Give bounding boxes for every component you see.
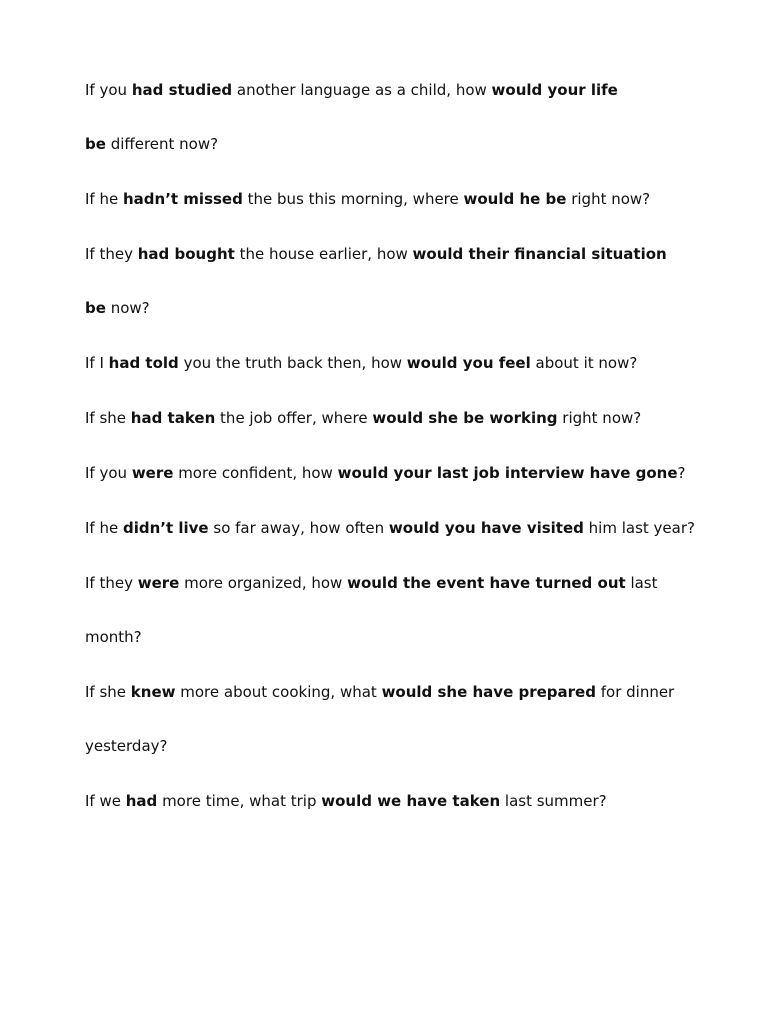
text-run: right now?: [557, 409, 642, 427]
sentence-paragraph: [85, 783, 725, 819]
bold-phrase: hadn’t missed: [122, 190, 243, 208]
bold-phrase: had: [125, 792, 158, 810]
text-run: more time, what trip: [157, 792, 322, 810]
text-line: [85, 728, 725, 764]
text-line: [85, 565, 725, 601]
text-run: the house earlier, how: [234, 245, 413, 263]
bold-phrase: would you have visited: [388, 519, 584, 537]
sentence-paragraph: [85, 565, 725, 655]
text-line: [85, 126, 725, 162]
text-line: [85, 783, 725, 819]
text-line: [85, 72, 725, 108]
text-line: [85, 674, 725, 710]
text-run: about it now?: [530, 354, 638, 372]
bold-phrase: didn’t live: [122, 519, 209, 537]
text-run: more organized, how: [179, 574, 348, 592]
text-line: [85, 236, 725, 272]
sentence-paragraph: [85, 236, 725, 326]
text-run: more confident, how: [173, 464, 338, 482]
sentence-paragraph: [85, 72, 725, 162]
text-line: [85, 290, 725, 326]
text-run: the bus this morning, where: [242, 190, 464, 208]
sentence-paragraph: [85, 674, 725, 764]
text-run: another language as a child, how: [232, 81, 492, 99]
text-run: for dinner: [595, 683, 675, 701]
text-run: If she: [85, 683, 131, 701]
text-run: If I: [85, 354, 109, 372]
text-run: If they: [85, 245, 138, 263]
text-run: different now?: [105, 135, 219, 153]
text-run: yesterday?: [85, 737, 168, 755]
bold-phrase: had bought: [137, 245, 235, 263]
text-run: month?: [85, 628, 142, 646]
text-run: If she: [85, 409, 131, 427]
text-run: more about cooking, what: [175, 683, 382, 701]
text-run: so far away, how often: [208, 519, 389, 537]
text-line: [85, 510, 725, 546]
bold-phrase: would she be working: [372, 409, 558, 427]
bold-phrase: had studied: [131, 81, 233, 99]
bold-phrase: would you feel: [406, 354, 531, 372]
sentence-paragraph: [85, 345, 725, 381]
text-run: If you: [85, 81, 132, 99]
sentence-paragraph: [85, 181, 725, 217]
bold-phrase: had told: [108, 354, 179, 372]
bold-phrase: would your life: [491, 81, 618, 99]
bold-phrase: would he be: [463, 190, 567, 208]
bold-phrase: would she have prepared: [381, 683, 596, 701]
text-line: [85, 400, 725, 436]
text-run: ?: [677, 464, 686, 482]
text-line: [85, 345, 725, 381]
bold-phrase: would their financial situation: [412, 245, 667, 263]
text-run: right now?: [566, 190, 651, 208]
text-run: If you: [85, 464, 132, 482]
text-run: last: [625, 574, 658, 592]
text-run: last summer?: [500, 792, 607, 810]
text-run: you the truth back then, how: [178, 354, 407, 372]
bold-phrase: be: [85, 135, 106, 153]
text-run: him last year?: [583, 519, 695, 537]
text-line: [85, 181, 725, 217]
document-body: [85, 82, 725, 848]
bold-phrase: be: [85, 299, 106, 317]
text-line: [85, 619, 725, 655]
text-run: If we: [85, 792, 126, 810]
bold-phrase: would the event have turned out: [347, 574, 626, 592]
bold-phrase: had taken: [130, 409, 216, 427]
bold-phrase: were: [131, 464, 174, 482]
bold-phrase: would your last job interview have gone: [337, 464, 678, 482]
bold-phrase: were: [137, 574, 180, 592]
bold-phrase: would we have taken: [321, 792, 501, 810]
text-run: the job offer, where: [215, 409, 373, 427]
sentence-paragraph: [85, 510, 725, 546]
text-run: now?: [105, 299, 150, 317]
sentence-paragraph: [85, 455, 725, 491]
text-line: [85, 455, 725, 491]
sentence-paragraph: [85, 400, 725, 436]
bold-phrase: knew: [130, 683, 176, 701]
text-run: If he: [85, 190, 123, 208]
text-run: If they: [85, 574, 138, 592]
text-run: If he: [85, 519, 123, 537]
